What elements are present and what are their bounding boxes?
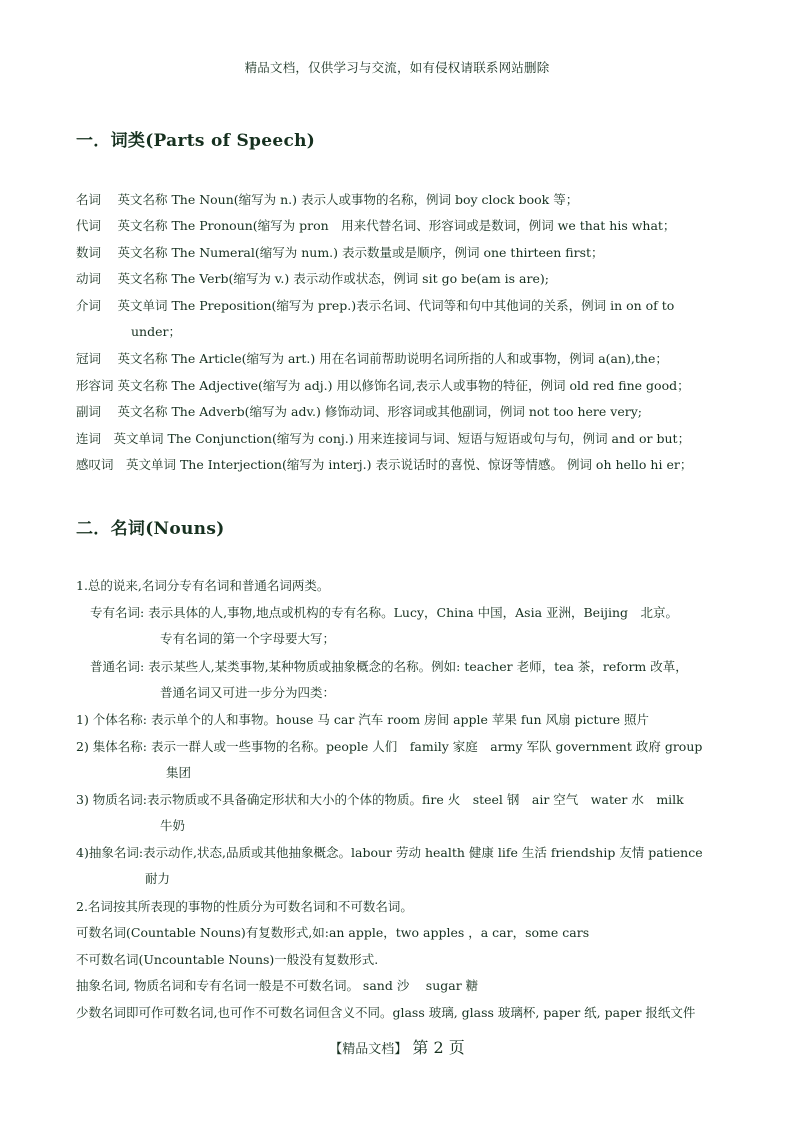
pos-article: 冠词 英文名称 The Article(缩写为 art.) 用在名词前帮助说明名词所指的人和或事物，例词 a(an),the；	[76, 351, 668, 366]
collective-noun: 2) 集体名称: 表示一群人或一些事物的名称。people 人们 family 家庭 army 军队 government 政府 group	[76, 739, 703, 754]
material-noun: 3) 物质名词:表示物质或不具备确定形状和大小的个体的物质。fire 火 steel 钢 air 空气 water 水 milk	[76, 792, 684, 807]
page-footer	[0, 1035, 794, 1058]
page-header-notice: 精品文档，仅供学习与交流，如有侵权请联系网站删除	[244, 60, 550, 75]
pos-numeral: 数词 英文名称 The Numeral(缩写为 num.) 表示数量或是顺序，例词 one thirteen first；	[76, 245, 604, 260]
dual-nouns: 少数名词即可作可数名词,也可作不可数名词但含义不同。glass 玻璃, glass 玻璃杯, paper 纸, paper 报纸文件	[76, 1005, 696, 1020]
pos-interjection: 感叹词 英文单词 The Interjection(缩写为 interj.) 表示说话时的喜悦、惊讶等情感。 例词 oh hello hi er；	[76, 457, 693, 472]
pos-preposition-cont: under；	[131, 324, 181, 339]
proper-noun-definition: 专有名词: 表示具体的人,事物,地点或机构的专有名称。Lucy，China 中国，Asia 亚洲，Beijing 北京。	[90, 605, 679, 620]
noun-classification-intro: 1.总的说来,名词分专有名词和普通名词两类。	[76, 578, 330, 593]
proper-noun-note: 专有名词的第一个字母要大写；	[160, 631, 336, 646]
section2-title: 二．名词(Nouns)	[76, 519, 225, 539]
pos-preposition: 介词 英文单词 The Preposition(缩写为 prep.)表示名词、代词等和句中其他词的关系，例词 in on of to	[76, 298, 675, 313]
uncountable-nouns: 不可数名词(Uncountable Nouns)一般没有复数形式.	[76, 952, 379, 967]
pos-pronoun: 代词 英文名称 The Pronoun(缩写为 pron 用来代替名词、形容词或是数词，例词 we that his what；	[76, 218, 676, 233]
individual-noun: 1) 个体名称: 表示单个的人和事物。house 马 car 汽车 room 房间 apple 苹果 fun 风扇 picture 照片	[76, 712, 649, 727]
countability-intro: 2.名词按其所表现的事物的性质分为可数名词和不可数名词。	[76, 899, 413, 914]
page-number: 第 2 页	[412, 1038, 465, 1057]
collective-noun-cont: 集团	[166, 765, 192, 780]
material-noun-cont: 牛奶	[160, 818, 186, 833]
abstract-noun-cont: 耐力	[145, 871, 171, 886]
section1-title: 一．词类(Parts of Speech)	[76, 131, 316, 151]
common-noun-note: 普通名词又可进一步分为四类：	[160, 685, 336, 700]
footer-label: 【精品文档】	[329, 1042, 408, 1057]
pos-conjunction: 连词 英文单词 The Conjunction(缩写为 conj.) 用来连接词与词、短语与短语或句与句，例词 and or but；	[76, 431, 691, 446]
pos-adjective: 形容词 英文名称 The Adjective(缩写为 adj.) 用以修饰名词,表示人或事物的特征，例词 old red fine good；	[76, 378, 690, 393]
countable-nouns: 可数名词(Countable Nouns)有复数形式,如:an apple，two apples ，a car，some cars	[76, 925, 590, 940]
pos-noun: 名词 英文名称 The Noun(缩写为 n.) 表示人或事物的名称，例词 boy clock book 等；	[76, 192, 579, 207]
pos-adverb: 副词 英文名称 The Adverb(缩写为 adv.) 修饰动词、形容词或其他副词，例词 not too here very;	[76, 404, 642, 419]
pos-verb: 动词 英文名称 The Verb(缩写为 v.) 表示动作或状态，例词 sit go be(am is are);	[76, 271, 549, 286]
abstract-noun: 4)抽象名词:表示动作,状态,品质或其他抽象概念。labour 劳动 health 健康 life 生活 friendship 友情 patience	[76, 845, 703, 860]
common-noun-definition: 普通名词: 表示某些人,某类事物,某种物质或抽象概念的名称。例如: teacher 老师，tea 茶，reform 改革，	[90, 659, 688, 674]
uncountable-examples: 抽象名词, 物质名词和专有名词一般是不可数名词。 sand 沙 sugar 糖	[76, 978, 479, 993]
